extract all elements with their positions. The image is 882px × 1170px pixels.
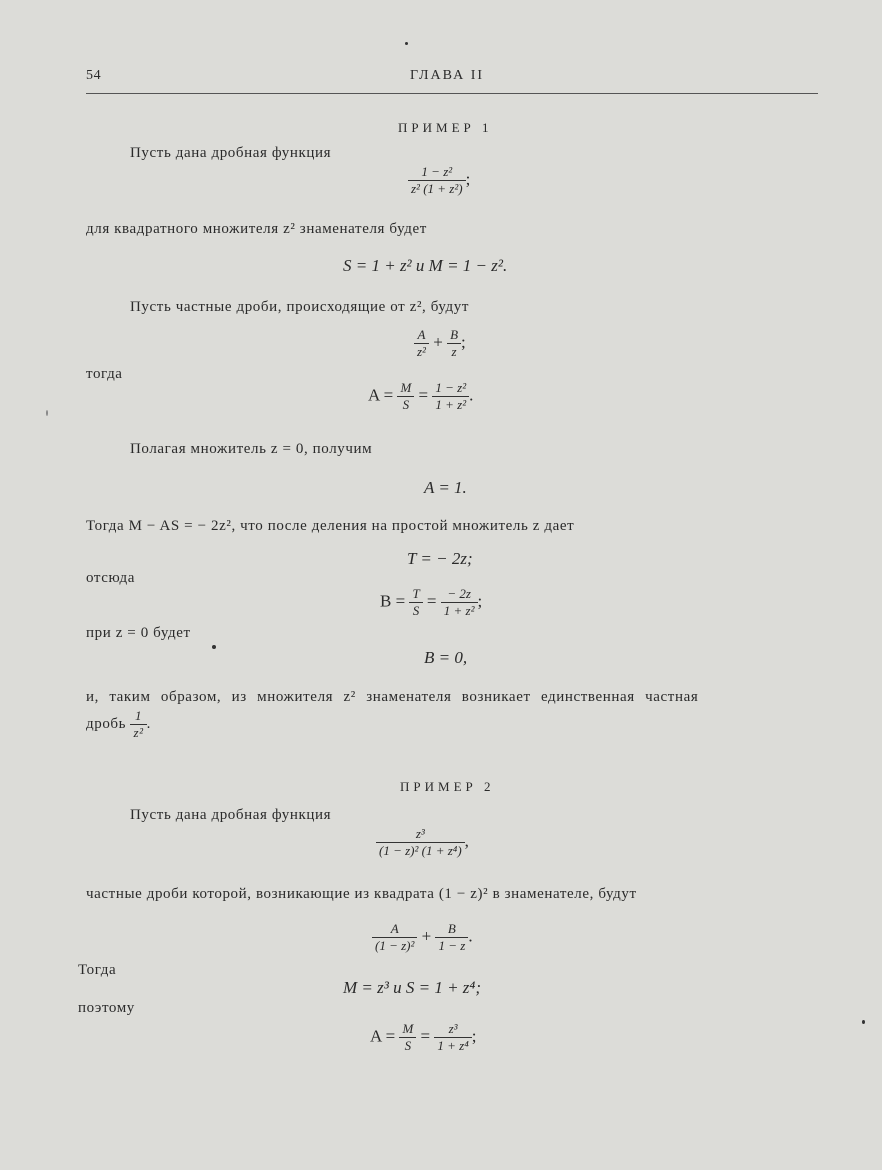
example1-line7: [86, 708, 151, 741]
example1-A-formula: [368, 380, 473, 413]
fraction-denominator: z²: [417, 344, 426, 359]
punct: ,: [464, 831, 469, 851]
plus-sign: +: [421, 926, 432, 946]
fraction-denominator: (1 − z)²: [375, 938, 415, 953]
fraction-denominator: z² (1 + z²): [411, 181, 463, 196]
example1-B-formula: [380, 586, 482, 619]
fraction-denominator: S: [404, 1038, 412, 1053]
example2-then: Тогда: [78, 962, 117, 978]
fraction-denominator: S: [402, 397, 410, 412]
example2-heading: ПРИМЕР 2: [400, 779, 495, 794]
fraction-numerator: B: [435, 921, 468, 938]
fraction-denominator: 1 + z²: [443, 603, 475, 618]
scan-speck: [46, 410, 48, 416]
example2-line2: частные дроби которой, возникающие из квадрата (1 − z)² в знаменателе, будут: [86, 886, 637, 902]
word: дробь: [86, 715, 127, 732]
fraction-denominator: S: [412, 603, 420, 618]
equals: =: [426, 591, 437, 611]
equals: =: [418, 385, 429, 405]
fraction-numerator: z³: [434, 1021, 471, 1038]
example1-line3: Пусть частные дроби, происходящие от z², будут: [130, 299, 470, 315]
example1-eq-T: T = − 2z;: [407, 549, 473, 568]
example1-line5: Тогда M − AS = − 2z², что после деления на простой множитель z дает: [86, 518, 575, 534]
fraction-numerator: B: [447, 327, 461, 344]
fraction-numerator: A: [372, 921, 417, 938]
fraction-numerator: 1 − z²: [432, 380, 469, 397]
fraction-numerator: 1: [130, 708, 146, 725]
example2-eq-MS: M = z³ и S = 1 + z⁴;: [343, 978, 481, 997]
fraction-numerator: z³: [376, 826, 465, 843]
punct: .: [146, 715, 151, 732]
scan-speck: [212, 645, 216, 649]
example1-partial-fractions: [414, 327, 466, 360]
example1-eq-SM: S = 1 + z² и M = 1 − z².: [343, 256, 508, 275]
punct: ;: [465, 169, 471, 189]
example2-function: [376, 826, 469, 859]
fraction-denominator: z: [451, 344, 457, 359]
lhs: B =: [380, 591, 406, 611]
punct: ;: [461, 332, 466, 352]
page-number: 54: [86, 68, 102, 83]
example1-hence: отсюда: [86, 570, 136, 586]
example1-function: [408, 164, 470, 197]
example2-therefore: поэтому: [78, 1000, 135, 1016]
lhs: A =: [368, 385, 394, 405]
example1-heading: ПРИМЕР 1: [398, 120, 493, 135]
plus-sign: +: [433, 332, 443, 352]
example2-intro: Пусть дана дробная функция: [130, 807, 332, 823]
example2-A-formula: [370, 1021, 476, 1054]
fraction-numerator: M: [397, 380, 414, 397]
example1-line4: Полагая множитель z = 0, получим: [130, 441, 373, 457]
fraction-denominator: z²: [133, 725, 144, 740]
fraction-numerator: T: [409, 586, 422, 603]
header-rule: [86, 93, 818, 94]
example1-eq-B0: B = 0,: [424, 648, 468, 667]
scan-speck: [862, 1020, 865, 1024]
punct: .: [468, 926, 473, 946]
punct: .: [469, 385, 474, 405]
fraction-numerator: − 2z: [441, 586, 478, 603]
example1-line6: и, таким образом, из множителя z² знаменателя возникает единственная частная: [86, 689, 699, 705]
fraction-numerator: 1 − z²: [408, 164, 466, 181]
example1-intro: Пусть дана дробная функция: [130, 145, 332, 161]
scan-speck: [405, 42, 408, 45]
fraction-numerator: M: [399, 1021, 416, 1038]
equals: =: [420, 1026, 431, 1046]
fraction-denominator: 1 + z⁴: [437, 1038, 469, 1053]
fraction-denominator: 1 − z: [438, 938, 466, 953]
chapter-header: ГЛАВА II: [410, 68, 485, 83]
example1-line2: для квадратного множителя z² знаменателя будет: [86, 221, 427, 237]
example1-at-z0: при z = 0 будет: [86, 625, 191, 641]
example1-eq-A1: A = 1.: [424, 478, 467, 497]
example1-then: тогда: [86, 366, 123, 382]
fraction-denominator: (1 − z)² (1 + z⁴): [379, 843, 462, 858]
lhs: A =: [370, 1026, 396, 1046]
fraction-denominator: 1 + z²: [435, 397, 467, 412]
example2-partial-fractions: [372, 921, 473, 954]
punct: ;: [471, 1026, 477, 1046]
fraction-numerator: A: [414, 327, 429, 344]
punct: ;: [477, 591, 483, 611]
